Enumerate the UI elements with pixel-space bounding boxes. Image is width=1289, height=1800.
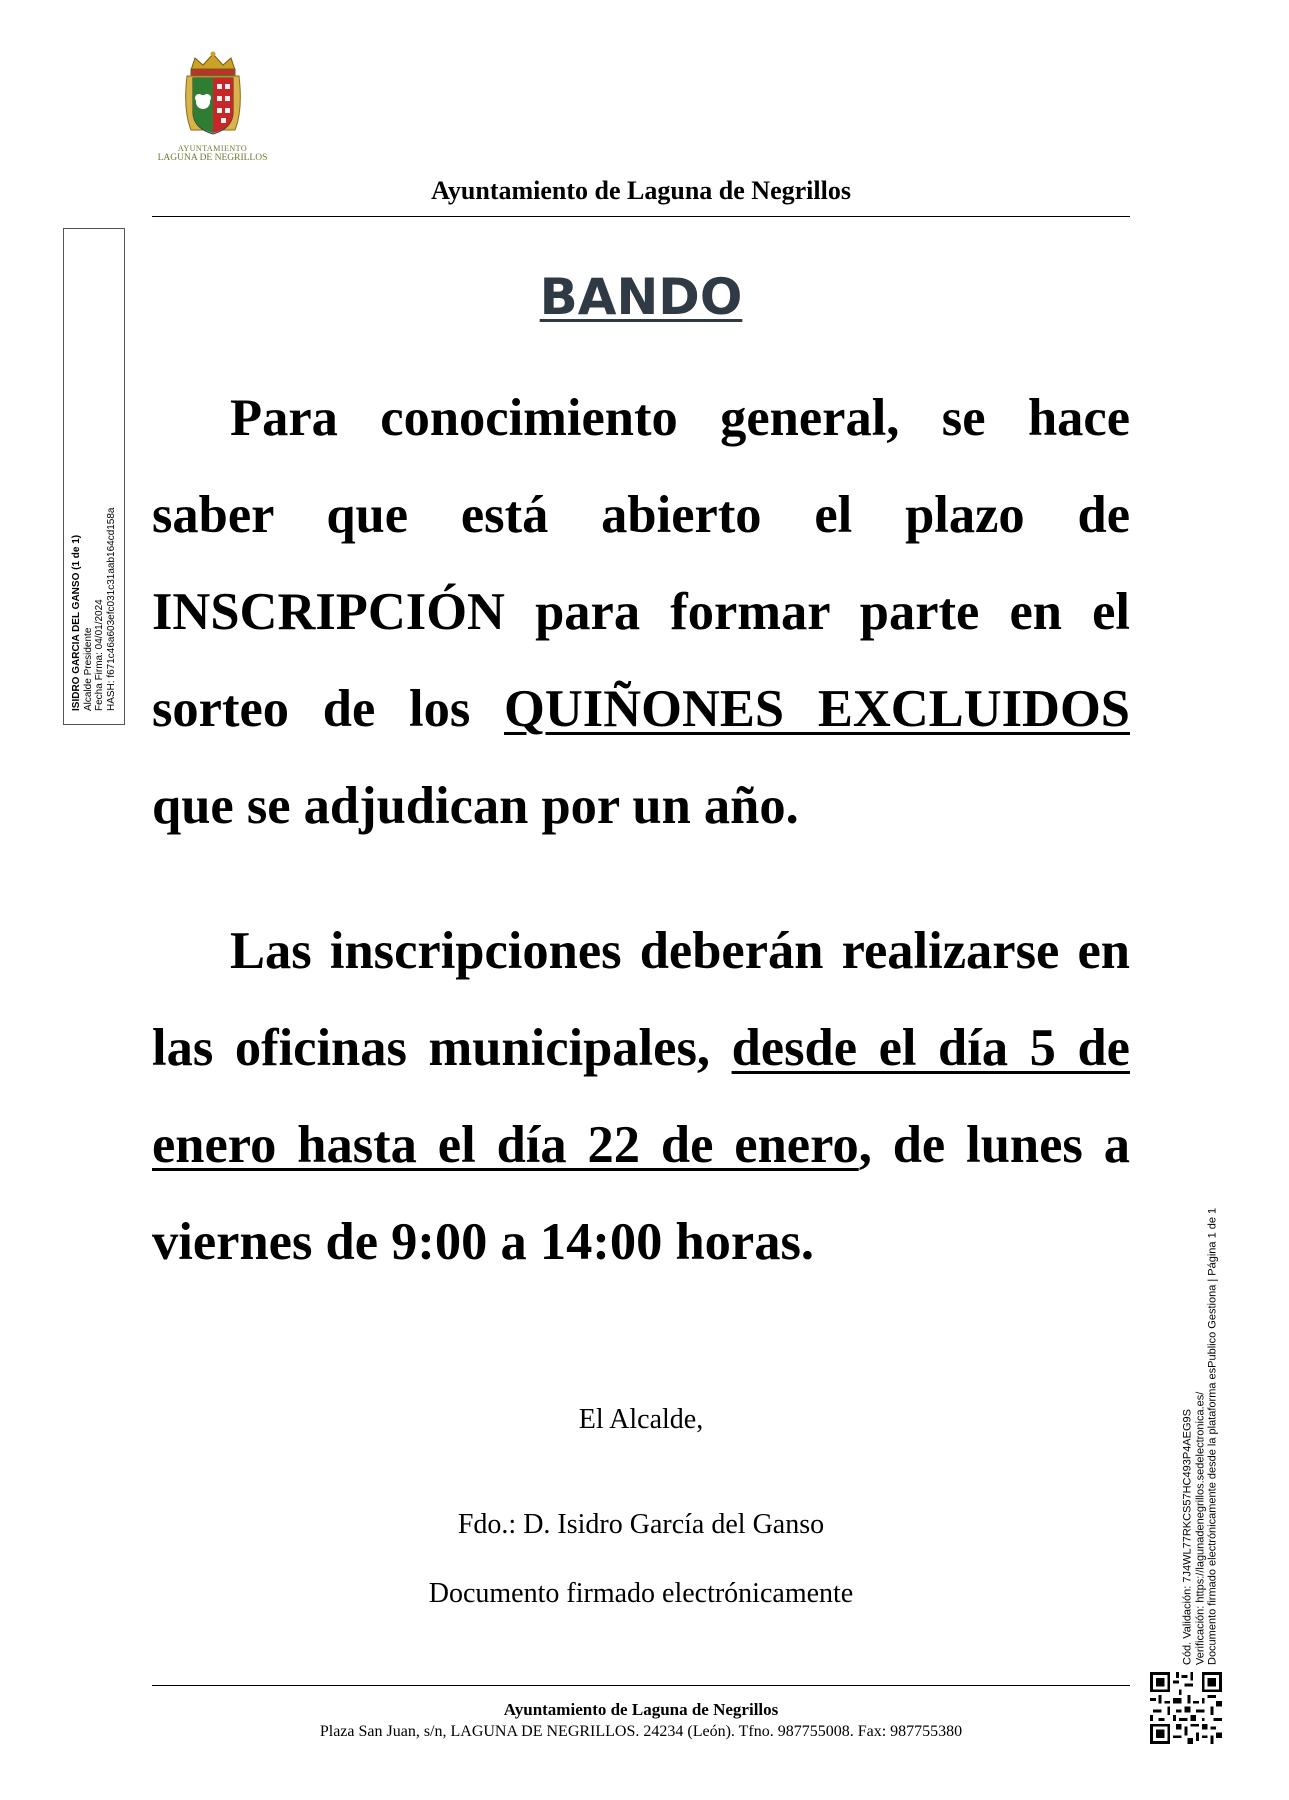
signature-hash: HASH: f671c46a603efc031c31aab164cd158a	[105, 507, 117, 711]
signature-date: Fecha Firma: 04/01/2024	[94, 599, 105, 711]
paragraph-1-underlined: QUIÑONES EXCLUIDOS	[504, 680, 1130, 738]
footer-address: Plaza San Juan, s/n, LAGUNA DE NEGRILLOS. 24234 (León). Tfno. 987755008. Fax: 987755380	[319, 1723, 963, 1740]
signature-stamp-text	[71, 241, 117, 711]
signer-name: ISIDRO GARCIA DEL GANSO (1 de 1)	[71, 534, 82, 711]
qr-code-icon	[1150, 1672, 1222, 1744]
municipal-logo	[150, 50, 275, 163]
signed-by-text: Fdo.: D. Isidro García del Ganso	[457, 1509, 825, 1540]
platform-note: Documento firmado electrónicamente desde la plataforma esPublico Gestiona | Página 1 de 1	[1206, 1207, 1219, 1665]
logo-text-line2: LAGUNA DE NEGRILLOS	[157, 153, 268, 163]
electronic-signature-note: Documento firmado electrónicamente	[428, 1578, 854, 1609]
document-heading	[152, 268, 1130, 326]
header-divider	[152, 216, 1130, 217]
document-heading-text: BANDO	[539, 268, 743, 326]
paragraph-1	[152, 370, 1130, 855]
signoff-text: El Alcalde,	[578, 1404, 704, 1435]
footer-title: Ayuntamiento de Laguna de Negrillos	[503, 1700, 779, 1719]
footer-divider	[152, 1685, 1130, 1686]
coat-of-arms-icon	[181, 50, 245, 140]
signer-role: Alcalde Presidente	[82, 627, 94, 711]
paragraph-2-underlined-dates: desde el día 5 de enero hasta el día 22 de enero	[152, 1019, 1130, 1174]
verification-url: Verificación: https://lagunadenegrillos.sedelectronica.es/	[1193, 1391, 1206, 1665]
paragraph-1-end: que se adjudican por un año.	[152, 777, 799, 835]
page-header-title: Ayuntamiento de Laguna de Negrillos	[431, 176, 851, 205]
paragraph-1-start: Para conocimiento general, se hace saber que está abierto el plazo de INSCRIPCIÓN para formar parte en el sorteo de los	[152, 389, 1130, 738]
paragraph-2-end: , de lunes a viernes de 9:00 a 14:00 horas.	[152, 1116, 1130, 1271]
validation-code: Cód. Validación: 7J4WL77RKCS57HC493P4AEG9S	[1181, 1409, 1194, 1665]
logo-text-line1: AYUNTAMIENTO	[177, 144, 248, 153]
verification-text	[1181, 1125, 1219, 1665]
paragraph-2-start: Las inscripciones deberán realizarse en las oficinas municipales,	[152, 922, 1130, 1077]
paragraph-2	[152, 903, 1130, 1291]
